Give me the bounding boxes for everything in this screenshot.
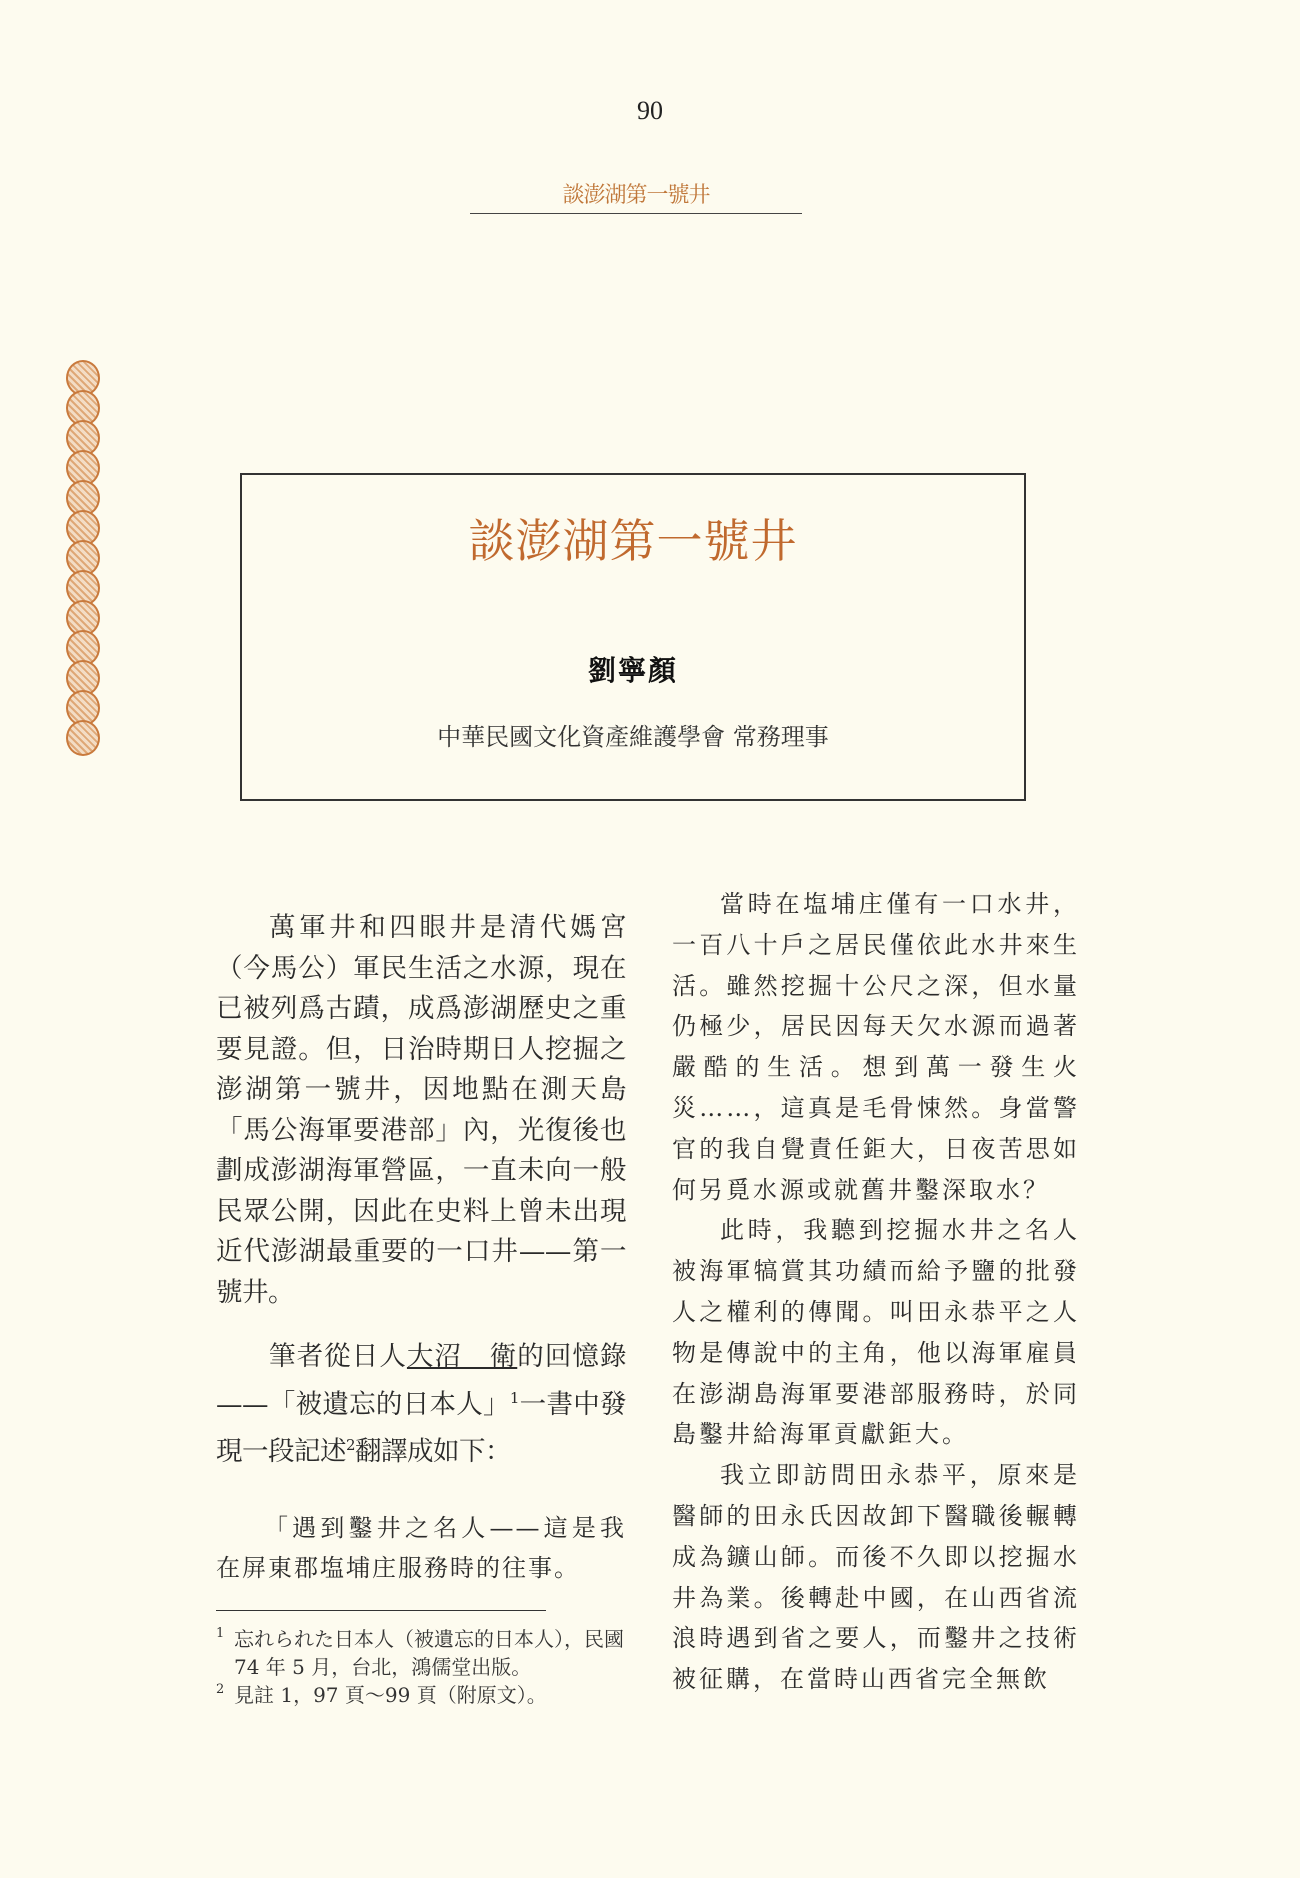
title-box [240,473,1026,801]
text-span: 一書中發現一段記述 [216,1388,627,1467]
text-span: 筆者從日人 [269,1341,407,1372]
left-column [216,908,626,1709]
article-author: 劉寧顏 [587,654,678,687]
running-head: 談澎湖第一號井 [470,178,802,214]
footnote-divider [216,1610,546,1611]
footnote-number: 1 [216,1626,225,1642]
chain-link-icon [66,720,100,756]
right-column [672,884,1080,1700]
body-paragraph: 此時，我聽到挖掘水井之名人被海軍犒賞其功績而給予鹽的批發人之權利的傳聞。叫田永恭平之人物是傳說中的主角，他以海軍雇員在澎湖島海軍要港部服務時，於同島鑿井給海軍貢獻鉅大。 [672,1216,1080,1449]
article-title: 談澎湖第一號井 [468,514,798,568]
body-paragraph: 我立即訪問田永恭平，原來是醫師的田永氏因故卸下醫職後輾轉成為鑛山師。而後不久即以挖掘水井為業。後轉赴中國，在山西省流浪時遇到省之要人，而鑿井之技術被征購，在當時山西省完全無飲 [672,1461,1080,1694]
author-affiliation: 中華民國文化資產維護學會 常務理事 [437,723,829,751]
footnote [216,1625,626,1681]
text-span: 翻譯成如下： [355,1435,512,1467]
quote-paragraph: 「遇到鑿井之名人——這是我在屏東郡塩埔庄服務時的往事。 [216,1514,626,1583]
footnote-text: 見註 1，97 頁～99 頁（附原文）。 [234,1683,547,1708]
body-paragraph: 萬軍井和四眼井是清代媽宮（今馬公）軍民生活之水源，現在已被列爲古蹟，成爲澎湖歷史之重要見證。但，日治時期日人挖掘之澎湖第一號井，因地點在測天島「馬公海軍要港部」內，光復後也劃成澎湖海軍營區，一直未向一般民眾公開，因此在史料上曾未出現近代澎湖最重要的一口井——第一號井。 [216,912,626,1308]
footnote [216,1681,626,1709]
footnote-number: 2 [216,1682,225,1698]
footnote-ref: 1 [509,1388,519,1407]
footnote-text: 忘れられた日本人（被遺忘的日本人），民國 74 年 5 月，台北，鴻儒堂出版。 [234,1627,624,1680]
page-number: 90 [637,96,663,125]
body-paragraph [216,1337,626,1472]
decorative-chain-ornament [66,360,100,750]
author-name-underlined: 大沼 衛 [406,1341,518,1372]
footnote-ref: 2 [346,1435,356,1454]
body-paragraph: 當時在塩埔庄僅有一口水井，一百八十戶之居民僅依此水井來生活。雖然挖掘十公尺之深，但水量仍極少，居民因每天欠水源而過著嚴酷的生活。想到萬一發生火災……，這真是毛骨悚然。身當警官的我自覺責任鉅大，日夜苦思如何另覓水源或就舊井鑿深取水？ [672,890,1080,1204]
text-span: 的回憶錄——「被遺忘的日本人」 [216,1341,627,1420]
footnotes [216,1625,626,1709]
